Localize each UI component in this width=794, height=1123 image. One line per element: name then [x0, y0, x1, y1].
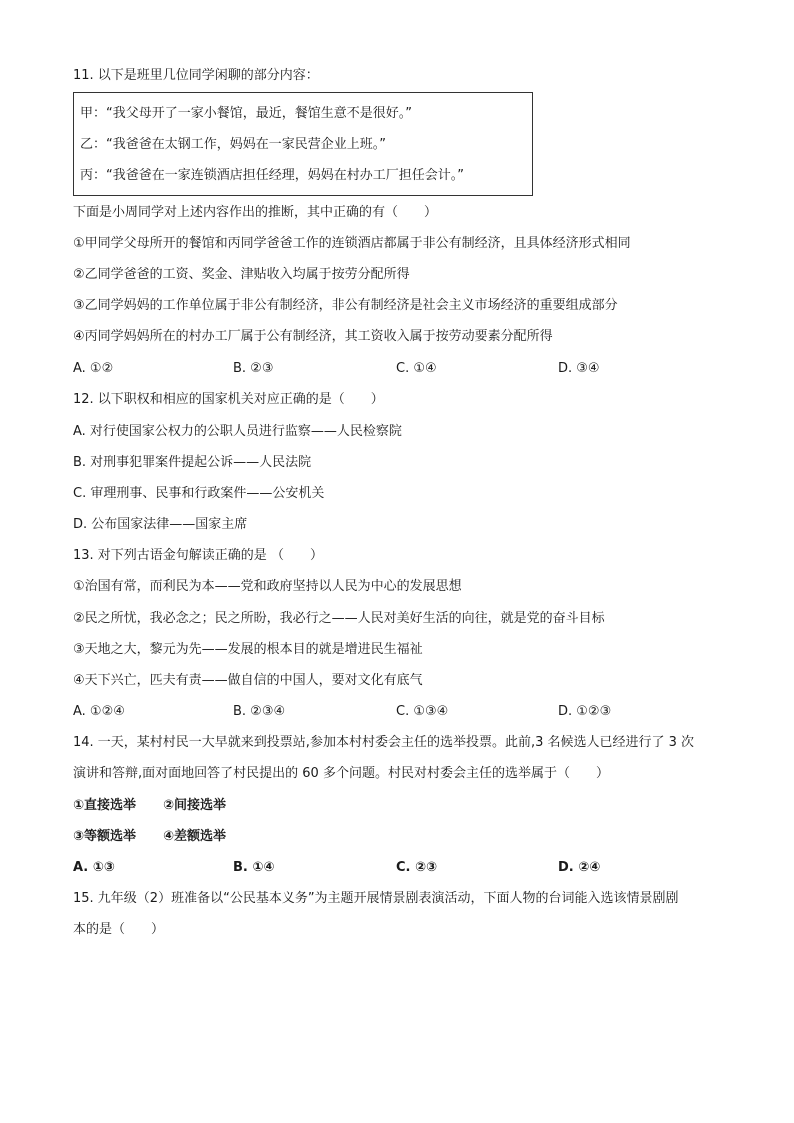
q14-statement-3: ③等额选举 [73, 829, 137, 844]
q11-dialogue-bing: 丙：“我爸爸在一家连锁酒店担任经理，妈妈在村办工厂担任会计。” [80, 168, 464, 183]
q12-choice-c[interactable]: C. 审理刑事、民事和行政案件——公安机关 [73, 486, 325, 501]
q11-option-a[interactable]: A. ①② [73, 361, 114, 376]
q11-dialogue-box [73, 92, 533, 196]
q15-stem-line-1: 15. 九年级（2）班准备以“公民基本义务”为主题开展情景剧表演活动，下面人物的台词能入选该情景剧剧 [73, 891, 679, 906]
q11-statement-4: ④丙同学妈妈所在的村办工厂属于公有制经济，其工资收入属于按劳动要素分配所得 [73, 329, 553, 344]
q12-choice-b[interactable]: B. 对刑事犯罪案件提起公诉——人民法院 [73, 455, 312, 470]
q13-statement-4: ④天下兴亡，匹夫有责——做自信的中国人，要对文化有底气 [73, 673, 423, 688]
q12-choice-a[interactable]: A. 对行使国家公权力的公职人员进行监察——人民检察院 [73, 424, 402, 439]
q11-dialogue-yi: 乙：“我爸爸在太钢工作，妈妈在一家民营企业上班。” [80, 137, 386, 152]
q11-statement-1: ①甲同学父母所开的餐馆和丙同学爸爸工作的连锁酒店都属于非公有制经济，且具体经济形式相同 [73, 236, 631, 251]
q13-statement-3: ③天地之大，黎元为先——发展的根本目的就是增进民生福祉 [73, 642, 423, 657]
q13-option-b[interactable]: B. ②③④ [233, 704, 286, 719]
q11-option-d[interactable]: D. ③④ [558, 361, 600, 376]
q12-choice-d[interactable]: D. 公布国家法律——国家主席 [73, 517, 248, 532]
q13-option-d[interactable]: D. ①②③ [558, 704, 612, 719]
q11-stem: 11. 以下是班里几位同学闲聊的部分内容： [73, 68, 319, 83]
q11-dialogue-jia: 甲：“我父母开了一家小餐馆，最近，餐馆生意不是很好。” [80, 106, 412, 121]
q14-statement-4: ④差额选举 [163, 829, 227, 844]
q14-option-c[interactable]: C. ②③ [396, 860, 438, 875]
q13-statement-2: ②民之所忧，我必念之；民之所盼，我必行之——人民对美好生活的向往，就是党的奋斗目标 [73, 611, 605, 626]
q11-statement-3: ③乙同学妈妈的工作单位属于非公有制经济，非公有制经济是社会主义市场经济的重要组成部分 [73, 298, 618, 313]
q14-statement-2: ②间接选举 [163, 798, 227, 813]
q14-option-b[interactable]: B. ①④ [233, 860, 275, 875]
q11-option-c[interactable]: C. ①④ [396, 361, 437, 376]
q13-statement-1: ①治国有常，而利民为本——党和政府坚持以人民为中心的发展思想 [73, 579, 462, 594]
q13-option-c[interactable]: C. ①③④ [396, 704, 449, 719]
q14-statement-1: ①直接选举 [73, 798, 137, 813]
q14-option-d[interactable]: D. ②④ [558, 860, 601, 875]
q14-stem-line-2: 演讲和答辩,面对面地回答了村民提出的 60 多个问题。村民对村委会主任的选举属于（ ） [73, 766, 609, 781]
q11-question: 下面是小周同学对上述内容作出的推断，其中正确的有（ ） [73, 205, 438, 220]
q12-stem: 12. 以下职权和相应的国家机关对应正确的是（ ） [73, 392, 384, 407]
q14-option-a[interactable]: A. ①③ [73, 860, 115, 875]
q14-stem-line-1: 14. 一天，某村村民一大早就来到投票站,参加本村村委会主任的选举投票。此前,3 名候选人已经进行了 3 次 [73, 735, 695, 750]
q11-option-b[interactable]: B. ②③ [233, 361, 274, 376]
q15-stem-line-2: 本的是（ ） [73, 922, 165, 937]
q13-option-a[interactable]: A. ①②④ [73, 704, 125, 719]
q13-stem: 13. 对下列古语金句解读正确的是 （ ） [73, 548, 323, 563]
q11-statement-2: ②乙同学爸爸的工资、奖金、津贴收入均属于按劳分配所得 [73, 267, 410, 282]
